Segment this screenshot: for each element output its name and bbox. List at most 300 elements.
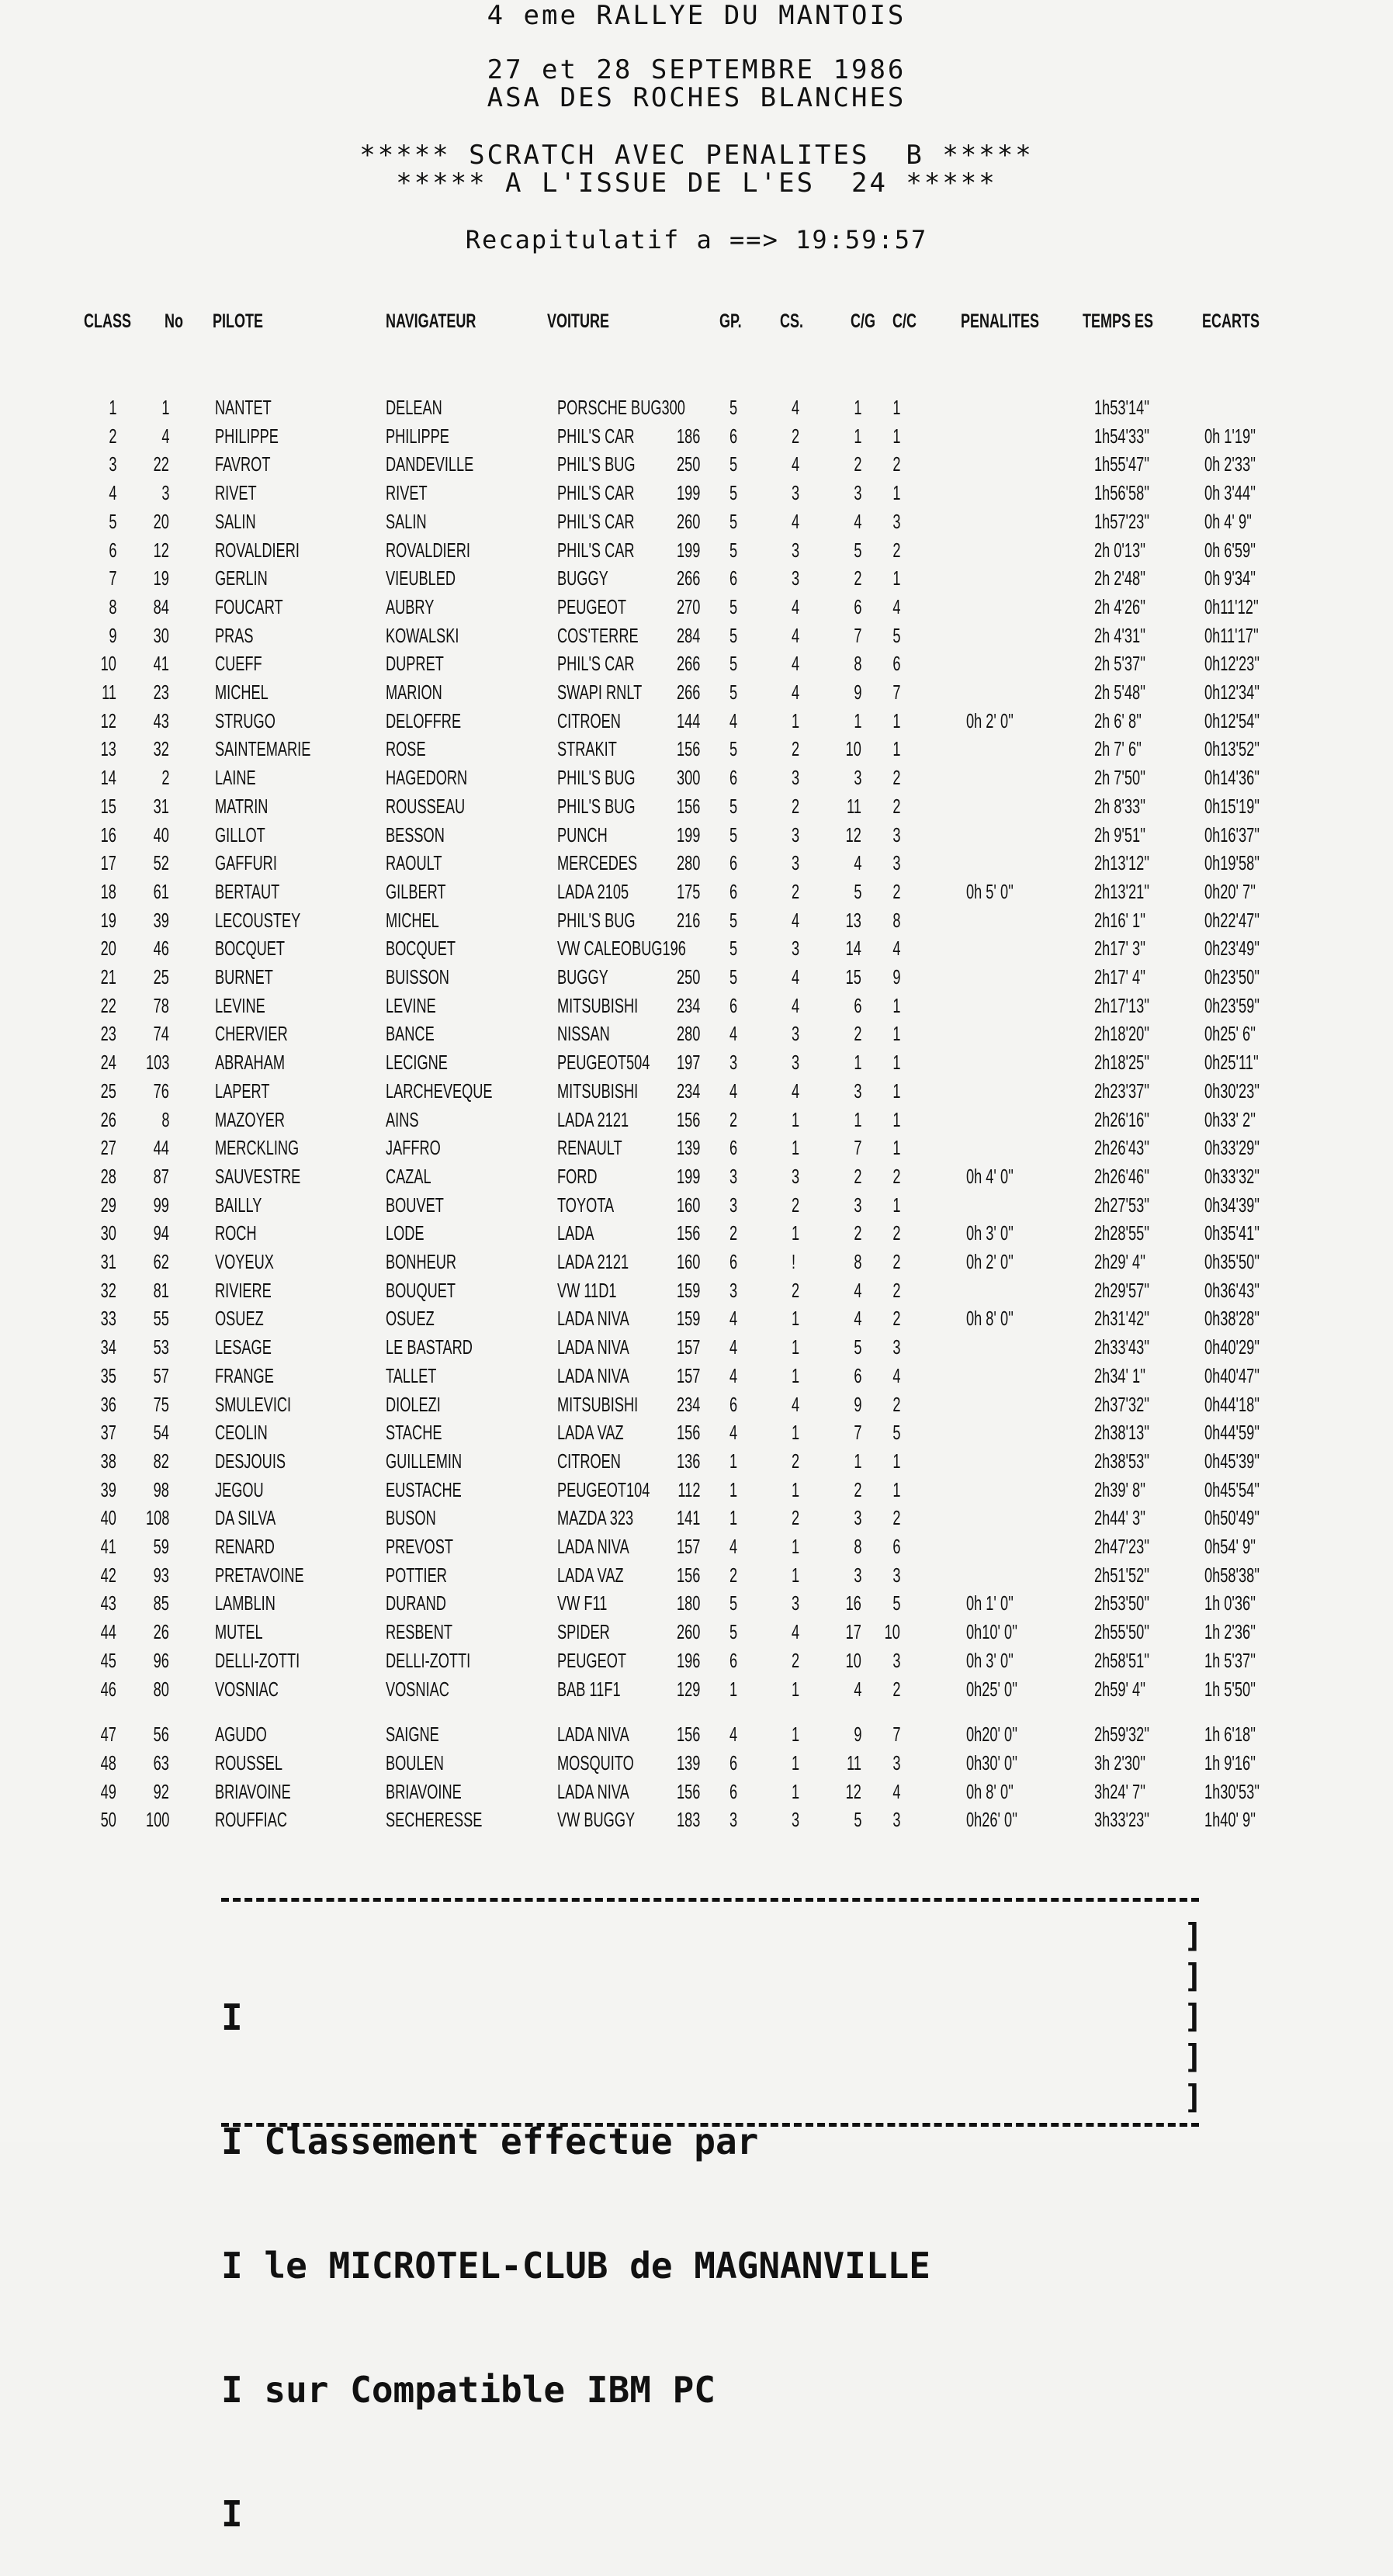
cell-no: 81 xyxy=(153,1278,169,1302)
cell-cs: 2 xyxy=(792,794,800,818)
cell-cg: 6 xyxy=(853,594,861,618)
cell-gp: 4 xyxy=(729,1363,738,1387)
cell-no: 22 xyxy=(153,452,169,476)
cell-cyl: 280 xyxy=(676,1022,700,1046)
cell-cg: 17 xyxy=(845,1620,861,1644)
cell-cyl: 139 xyxy=(676,1750,700,1774)
cell-no: 84 xyxy=(153,594,169,618)
cell-class: 2 xyxy=(108,424,116,448)
cell-gp: 5 xyxy=(729,1591,738,1615)
cell-temps: 2h28'55'' xyxy=(1094,1221,1150,1245)
cell-navigateur: DURAND xyxy=(386,1591,446,1615)
cell-voiture: LADA xyxy=(557,1221,594,1245)
cell-pilote: SAUVESTRE xyxy=(215,1164,301,1188)
cell-navigateur: CAZAL xyxy=(386,1164,431,1188)
cell-class: 24 xyxy=(100,1051,116,1075)
cell-pilote: RIVIERE xyxy=(215,1278,272,1302)
cell-gp: 2 xyxy=(729,1221,738,1245)
cell-navigateur: GILBERT xyxy=(386,879,446,903)
cell-ecarts: 0h 4' 9'' xyxy=(1204,509,1253,533)
cell-ecarts: 1h30'53'' xyxy=(1204,1779,1260,1803)
cell-ecarts: 0h45'54'' xyxy=(1204,1477,1260,1501)
cell-cc: 3 xyxy=(892,822,900,847)
cell-temps: 2h29' 4'' xyxy=(1094,1250,1146,1273)
cell-no: 80 xyxy=(153,1677,169,1701)
cell-pilote: BOCQUET xyxy=(215,937,286,961)
cell-gp: 5 xyxy=(729,396,738,419)
cell-ecarts: 0h14'36'' xyxy=(1204,766,1260,790)
cell-temps: 2h 6' 8'' xyxy=(1094,708,1142,732)
cell-cc: 1 xyxy=(892,1193,900,1217)
cell-cyl: 156 xyxy=(676,1563,700,1587)
cell-cg: 1 xyxy=(853,396,861,419)
footer-line-4: I sur Compatible IBM PC xyxy=(221,2369,716,2411)
cell-navigateur: MARION xyxy=(386,680,442,704)
cell-cs: 1 xyxy=(792,1136,800,1160)
table-row xyxy=(0,823,1393,851)
cell-cg: 4 xyxy=(853,1677,861,1701)
organizer: ASA DES ROCHES BLANCHES xyxy=(487,82,906,113)
cell-class: 32 xyxy=(100,1278,116,1302)
cell-cg: 7 xyxy=(853,1421,861,1445)
cell-no: 100 xyxy=(145,1808,169,1832)
cell-ecarts: 0h50'49'' xyxy=(1204,1506,1260,1530)
cell-cs: 1 xyxy=(792,1335,800,1359)
cell-navigateur: ROVALDIERI xyxy=(386,538,470,562)
cell-temps: 2h 5'48'' xyxy=(1094,680,1146,704)
cell-cc: 10 xyxy=(884,1620,900,1644)
cell-cyl: 186 xyxy=(676,424,700,448)
cell-cyl: 156 xyxy=(676,1421,700,1445)
cell-voiture: MITSUBISHI xyxy=(557,1079,639,1103)
cell-pilote: DESJOUIS xyxy=(215,1449,286,1473)
cell-cyl: 160 xyxy=(676,1193,700,1217)
cell-gp: 6 xyxy=(729,424,738,448)
cell-class: 3 xyxy=(108,452,116,476)
cell-navigateur: LECIGNE xyxy=(386,1051,448,1075)
cell-no: 12 xyxy=(153,538,169,562)
cell-ecarts: 0h44'59'' xyxy=(1204,1421,1260,1445)
cell-cc: 1 xyxy=(892,424,900,448)
cell-cyl: 183 xyxy=(676,1808,700,1832)
cell-temps: 1h56'58'' xyxy=(1094,481,1150,505)
cell-cs: 3 xyxy=(792,481,800,505)
cell-no: 99 xyxy=(153,1193,169,1217)
cell-temps: 1h55'47'' xyxy=(1094,452,1150,476)
cell-cg: 8 xyxy=(853,652,861,676)
cell-pilote: PRAS xyxy=(215,623,254,647)
cell-gp: 5 xyxy=(729,737,738,761)
cell-voiture: PUNCH xyxy=(557,822,608,847)
cell-no: 43 xyxy=(153,708,169,732)
cell-pilote: CEOLIN xyxy=(215,1421,268,1445)
cell-class: 17 xyxy=(100,851,116,875)
cell-cc: 2 xyxy=(892,1506,900,1530)
cell-navigateur: BRIAVOINE xyxy=(386,1779,462,1803)
cell-voiture: STRAKIT xyxy=(557,737,617,761)
footer-line-5: I xyxy=(221,2493,243,2535)
cell-temps: 2h17' 4'' xyxy=(1094,965,1146,989)
cell-navigateur: TALLET xyxy=(386,1363,437,1387)
cell-temps: 2h58'51'' xyxy=(1094,1648,1150,1672)
cell-temps: 2h38'13'' xyxy=(1094,1421,1150,1445)
cell-ecarts: 0h45'39'' xyxy=(1204,1449,1260,1473)
cell-gp: 6 xyxy=(729,566,738,590)
cell-navigateur: BESSON xyxy=(386,822,445,847)
cell-navigateur: DELLI-ZOTTI xyxy=(386,1648,471,1672)
cell-cs: 3 xyxy=(792,1164,800,1188)
cell-cyl: 284 xyxy=(676,623,700,647)
cell-cg: 13 xyxy=(845,908,861,932)
cell-gp: 4 xyxy=(729,1535,738,1558)
cell-cg: 3 xyxy=(853,766,861,790)
cell-cg: 1 xyxy=(853,1107,861,1131)
cell-cc: 2 xyxy=(892,1392,900,1416)
cell-voiture: SPIDER xyxy=(557,1620,610,1644)
cell-pilote: ROUFFIAC xyxy=(215,1808,288,1832)
cell-navigateur: BUISSON xyxy=(386,965,449,989)
cell-temps: 2h 7'50'' xyxy=(1094,766,1146,790)
cell-ecarts: 0h33' 2'' xyxy=(1204,1107,1256,1131)
col-cg: C/G xyxy=(851,310,876,332)
cell-cc: 3 xyxy=(892,1563,900,1587)
cell-cyl: 157 xyxy=(676,1535,700,1558)
cell-navigateur: VIEUBLED xyxy=(386,566,456,590)
cell-navigateur: BOULEN xyxy=(386,1750,444,1774)
cell-gp: 5 xyxy=(729,965,738,989)
cell-cs: 3 xyxy=(792,1808,800,1832)
cell-pilote: LAMBLIN xyxy=(215,1591,275,1615)
cell-cg: 15 xyxy=(845,965,861,989)
cell-cs: 2 xyxy=(792,424,800,448)
cell-cs: 4 xyxy=(792,594,800,618)
cell-cyl: 180 xyxy=(676,1591,700,1615)
cell-cs: 4 xyxy=(792,908,800,932)
cell-voiture: COS'TERRE xyxy=(557,623,639,647)
cell-voiture: CITROEN xyxy=(557,708,621,732)
cell-voiture: SWAPI RNLT xyxy=(557,680,643,704)
cell-pilote: LAINE xyxy=(215,766,256,790)
footer-line-1: I xyxy=(221,1996,243,2038)
cell-cs: 1 xyxy=(792,1107,800,1131)
cell-voiture: PEUGEOT xyxy=(557,1648,626,1672)
cell-gp: 3 xyxy=(729,1278,738,1302)
cell-cs: 4 xyxy=(792,396,800,419)
cell-penalites: 0h 2' 0'' xyxy=(966,1250,1014,1273)
cell-no: 96 xyxy=(153,1648,169,1672)
cell-ecarts: 1h 6'18'' xyxy=(1204,1723,1256,1747)
column-headers xyxy=(0,310,1393,337)
cell-voiture: BUGGY xyxy=(557,965,608,989)
cell-gp: 3 xyxy=(729,1051,738,1075)
cell-gp: 2 xyxy=(729,1107,738,1131)
cell-cs: 4 xyxy=(792,509,800,533)
cell-gp: 6 xyxy=(729,1250,738,1273)
cell-voiture: BAB 11F1 xyxy=(557,1677,621,1701)
table-row xyxy=(0,481,1393,509)
cell-voiture: VW F11 xyxy=(557,1591,608,1615)
cell-no: 46 xyxy=(153,937,169,961)
cell-temps: 1h57'23'' xyxy=(1094,509,1150,533)
cell-cyl: 266 xyxy=(676,680,700,704)
cell-cc: 1 xyxy=(892,1449,900,1473)
cell-cs: 3 xyxy=(792,566,800,590)
cell-temps: 2h53'50'' xyxy=(1094,1591,1150,1615)
cell-no: 85 xyxy=(153,1591,169,1615)
cell-gp: 5 xyxy=(729,652,738,676)
cell-ecarts: 0h 2'33'' xyxy=(1204,452,1256,476)
cell-cs: 3 xyxy=(792,1591,800,1615)
cell-cyl: 234 xyxy=(676,1079,700,1103)
cell-temps: 2h59' 4'' xyxy=(1094,1677,1146,1701)
cell-voiture: VW BUGGY xyxy=(557,1808,636,1832)
cell-class: 39 xyxy=(100,1477,116,1501)
table-row xyxy=(0,566,1393,594)
cell-cyl: 157 xyxy=(676,1335,700,1359)
table-row xyxy=(0,1780,1393,1808)
cell-class: 44 xyxy=(100,1620,116,1644)
cell-cc: 2 xyxy=(892,1677,900,1701)
table-row xyxy=(0,1751,1393,1779)
cell-navigateur: DELOFFRE xyxy=(386,708,462,732)
cell-cc: 1 xyxy=(892,566,900,590)
cell-class: 18 xyxy=(100,879,116,903)
cell-cg: 8 xyxy=(853,1535,861,1558)
cell-ecarts: 0h33'29'' xyxy=(1204,1136,1260,1160)
cell-cs: 3 xyxy=(792,1051,800,1075)
cell-pilote: OSUEZ xyxy=(215,1307,264,1331)
cell-pilote: DA SILVA xyxy=(215,1506,276,1530)
cell-no: 92 xyxy=(153,1779,169,1803)
cell-temps: 2h55'50'' xyxy=(1094,1620,1150,1644)
cell-navigateur: RAOULT xyxy=(386,851,442,875)
cell-no: 39 xyxy=(153,908,169,932)
cell-voiture: LADA VAZ xyxy=(557,1563,624,1587)
stage-heading: ***** A L'ISSUE DE L'ES 24 ***** xyxy=(396,168,997,199)
cell-no: 78 xyxy=(153,993,169,1017)
cell-pilote: ROUSSEL xyxy=(215,1750,282,1774)
cell-no: 56 xyxy=(153,1723,169,1747)
cell-class: 43 xyxy=(100,1591,116,1615)
cell-voiture: LADA NIVA xyxy=(557,1307,629,1331)
cell-cc: 5 xyxy=(892,1421,900,1445)
cell-temps: 3h33'23'' xyxy=(1094,1808,1150,1832)
cell-ecarts: 0h12'34'' xyxy=(1204,680,1260,704)
cell-cyl: 156 xyxy=(676,1723,700,1747)
cell-voiture: PORSCHE BUG300 xyxy=(557,396,685,419)
cell-temps: 2h18'20'' xyxy=(1094,1022,1150,1046)
cell-penalites: 0h 8' 0'' xyxy=(966,1307,1014,1331)
cell-no: 54 xyxy=(153,1421,169,1445)
cell-class: 45 xyxy=(100,1648,116,1672)
table-row xyxy=(0,1591,1393,1619)
cell-gp: 3 xyxy=(729,1808,738,1832)
cell-temps: 2h23'37'' xyxy=(1094,1079,1150,1103)
cell-cs: 4 xyxy=(792,965,800,989)
cell-class: 25 xyxy=(100,1079,116,1103)
cell-no: 75 xyxy=(153,1392,169,1416)
cell-ecarts: 1h 0'36'' xyxy=(1204,1591,1256,1615)
cell-pilote: MATRIN xyxy=(215,794,269,818)
cell-cs: 4 xyxy=(792,1620,800,1644)
cell-no: 23 xyxy=(153,680,169,704)
cell-gp: 5 xyxy=(729,509,738,533)
cell-temps: 1h53'14'' xyxy=(1094,396,1150,419)
cell-class: 49 xyxy=(100,1779,116,1803)
cell-pilote: STRUGO xyxy=(215,708,275,732)
cell-navigateur: VOSNIAC xyxy=(386,1677,449,1701)
cell-cs: ! xyxy=(792,1250,796,1273)
cell-cyl: 157 xyxy=(676,1363,700,1387)
cell-cs: 3 xyxy=(792,822,800,847)
cell-navigateur: DIOLEZI xyxy=(386,1392,441,1416)
cell-penalites: 0h 3' 0'' xyxy=(966,1221,1014,1245)
cell-class: 23 xyxy=(100,1022,116,1046)
cell-cs: 2 xyxy=(792,879,800,903)
table-row xyxy=(0,1250,1393,1278)
cell-gp: 4 xyxy=(729,1079,738,1103)
cell-cc: 1 xyxy=(892,396,900,419)
cell-cyl: 159 xyxy=(676,1307,700,1331)
cell-gp: 6 xyxy=(729,766,738,790)
cell-pilote: FAVROT xyxy=(215,452,271,476)
cell-class: 8 xyxy=(108,594,116,618)
cell-ecarts: 0h58'38'' xyxy=(1204,1563,1260,1587)
cell-cg: 12 xyxy=(845,822,861,847)
cell-navigateur: BOUQUET xyxy=(386,1278,456,1302)
cell-cg: 1 xyxy=(853,708,861,732)
cell-cyl: 175 xyxy=(676,879,700,903)
cell-cg: 11 xyxy=(847,794,861,818)
cell-gp: 4 xyxy=(729,1723,738,1747)
cell-voiture: PEUGEOT504 xyxy=(557,1051,650,1075)
cell-cg: 2 xyxy=(853,1477,861,1501)
cell-navigateur: MICHEL xyxy=(386,908,439,932)
cell-class: 1 xyxy=(108,396,116,419)
cell-cg: 3 xyxy=(853,1193,861,1217)
cell-cyl: 141 xyxy=(676,1506,700,1530)
cell-pilote: SALIN xyxy=(215,509,256,533)
cell-temps: 2h 0'13'' xyxy=(1094,538,1146,562)
cell-class: 16 xyxy=(100,822,116,847)
cell-gp: 6 xyxy=(729,1136,738,1160)
table-row xyxy=(0,652,1393,680)
cell-pilote: MAZOYER xyxy=(215,1107,286,1131)
cell-gp: 1 xyxy=(729,1677,738,1701)
cell-no: 76 xyxy=(153,1079,169,1103)
cell-ecarts: 1h 2'36'' xyxy=(1204,1620,1256,1644)
cell-ecarts: 0h40'47'' xyxy=(1204,1363,1260,1387)
cell-cc: 1 xyxy=(892,1107,900,1131)
cell-cg: 6 xyxy=(853,1363,861,1387)
cell-penalites: 0h10' 0'' xyxy=(966,1620,1018,1644)
cell-cg: 4 xyxy=(853,1307,861,1331)
cell-cyl: 266 xyxy=(676,652,700,676)
cell-cs: 1 xyxy=(792,1421,800,1445)
table-row xyxy=(0,1393,1393,1421)
cell-cc: 1 xyxy=(892,1079,900,1103)
cell-pilote: CUEFF xyxy=(215,652,262,676)
cell-pilote: MICHEL xyxy=(215,680,269,704)
cell-pilote: AGUDO xyxy=(215,1723,267,1747)
table-row xyxy=(0,851,1393,879)
cell-navigateur: JAFFRO xyxy=(386,1136,441,1160)
cell-voiture: LADA 2121 xyxy=(557,1107,629,1131)
cell-voiture: TOYOTA xyxy=(557,1193,615,1217)
cell-ecarts: 0h12'23'' xyxy=(1204,652,1260,676)
cell-ecarts: 0h23'50'' xyxy=(1204,965,1260,989)
cell-cc: 5 xyxy=(892,623,900,647)
cell-class: 41 xyxy=(100,1535,116,1558)
cell-cyl: 199 xyxy=(676,822,700,847)
cell-gp: 2 xyxy=(729,1563,738,1587)
cell-cs: 4 xyxy=(792,1079,800,1103)
cell-cg: 14 xyxy=(845,937,861,961)
cell-ecarts: 0h11'12'' xyxy=(1204,594,1259,618)
cell-ecarts: 0h38'28'' xyxy=(1204,1307,1260,1331)
cell-temps: 2h33'43'' xyxy=(1094,1335,1150,1359)
cell-temps: 1h54'33'' xyxy=(1094,424,1150,448)
cell-cs: 1 xyxy=(792,1363,800,1387)
cell-no: 32 xyxy=(153,737,169,761)
cell-ecarts: 1h40' 9'' xyxy=(1204,1808,1256,1832)
cell-pilote: VOSNIAC xyxy=(215,1677,279,1701)
cell-temps: 2h27'53'' xyxy=(1094,1193,1150,1217)
table-row xyxy=(0,1723,1393,1750)
cell-gp: 6 xyxy=(729,993,738,1017)
col-navigateur: NAVIGATEUR xyxy=(386,310,476,332)
table-row xyxy=(0,452,1393,480)
table-row xyxy=(0,1364,1393,1392)
cell-no: 41 xyxy=(153,652,169,676)
cell-cc: 2 xyxy=(892,766,900,790)
cell-voiture: PHIL'S BUG xyxy=(557,766,636,790)
cell-cs: 1 xyxy=(792,1477,800,1501)
cell-temps: 2h59'32'' xyxy=(1094,1723,1150,1747)
cell-no: 26 xyxy=(153,1620,169,1644)
table-row xyxy=(0,538,1393,566)
cell-no: 52 xyxy=(153,851,169,875)
cell-cc: 5 xyxy=(892,1591,900,1615)
cell-cs: 1 xyxy=(792,1221,800,1245)
cell-cc: 4 xyxy=(892,937,900,961)
cell-cs: 1 xyxy=(792,1779,800,1803)
cell-ecarts: 0h20' 7'' xyxy=(1204,879,1256,903)
table-row xyxy=(0,795,1393,822)
footer-bracket-3: ] xyxy=(1183,1997,1204,2035)
table-row xyxy=(0,1279,1393,1307)
cell-no: 2 xyxy=(161,766,169,790)
cell-temps: 2h39' 8'' xyxy=(1094,1477,1146,1501)
cell-gp: 5 xyxy=(729,538,738,562)
cell-navigateur: LODE xyxy=(386,1221,424,1245)
cell-gp: 6 xyxy=(729,1750,738,1774)
cell-cg: 7 xyxy=(853,623,861,647)
cell-pilote: BURNET xyxy=(215,965,273,989)
cell-penalites: 0h25' 0'' xyxy=(966,1677,1018,1701)
cell-gp: 5 xyxy=(729,623,738,647)
footer-bracket-1: ] xyxy=(1183,1916,1204,1955)
cell-cg: 1 xyxy=(853,1449,861,1473)
cell-cs: 3 xyxy=(792,1022,800,1046)
cell-temps: 2h16' 1'' xyxy=(1094,908,1146,932)
cell-class: 22 xyxy=(100,993,116,1017)
col-ecarts: ECARTS xyxy=(1202,310,1260,332)
cell-cc: 2 xyxy=(892,1307,900,1331)
cell-ecarts: 0h33'32'' xyxy=(1204,1164,1260,1188)
table-row xyxy=(0,766,1393,794)
cell-voiture: PHIL'S CAR xyxy=(557,652,635,676)
